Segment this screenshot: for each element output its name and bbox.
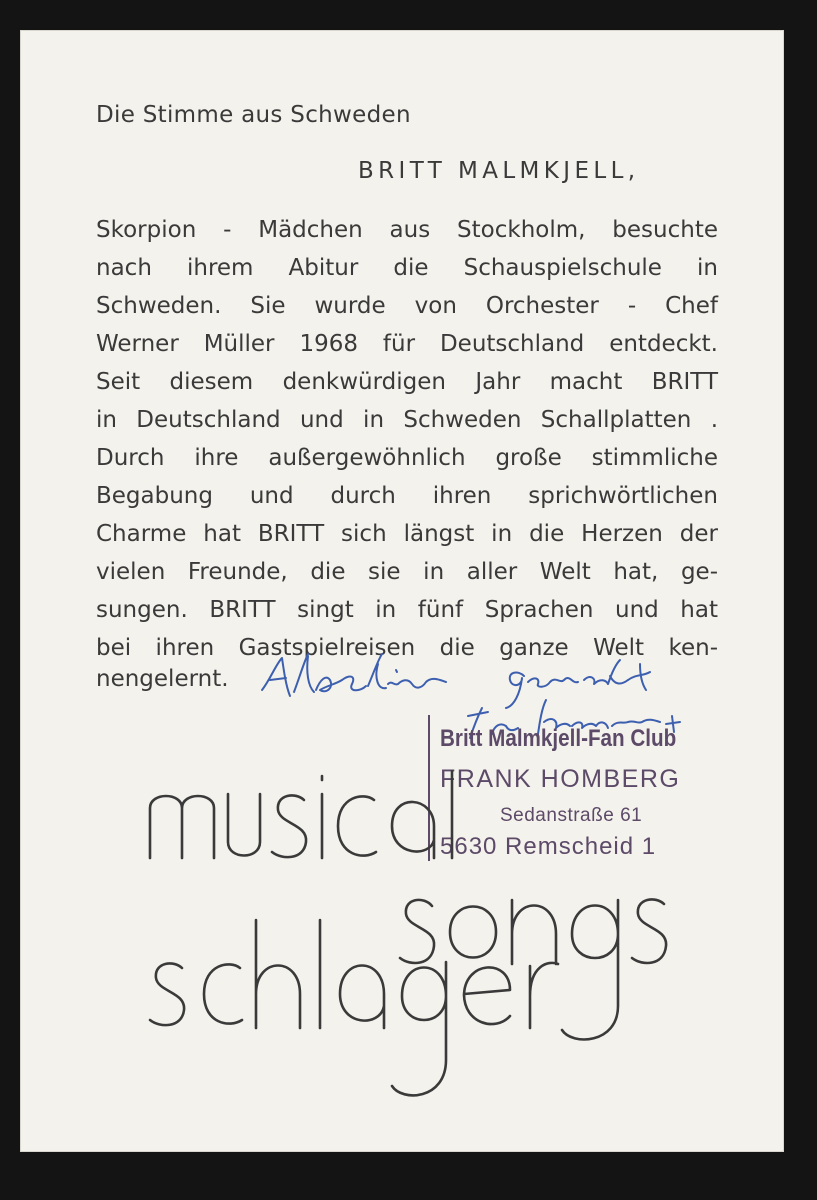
artist-name: BRITT MALMKJELL, (358, 158, 640, 184)
stamp-city: 5630 Remscheid 1 (440, 833, 657, 860)
biography-line: nengelernt. (96, 666, 229, 692)
stamp-contact-name: FRANK HOMBERG (440, 765, 681, 793)
biography-line: Schweden. Sie wurde von Orchester - Chef (96, 293, 718, 319)
biography-line: sungen. BRITT singt in fünf Sprachen und hat (96, 597, 718, 623)
biography-line: Durch ihre außergewöhnlich große stimmliche (96, 445, 718, 471)
postcard-back (20, 30, 784, 1152)
biography-line: vielen Freunde, die sie in aller Welt hat, ge- (96, 559, 718, 585)
biography-line: Werner Müller 1968 für Deutschland entdeckt. (96, 331, 718, 357)
biography-line: Charme hat BRITT sich längst in die Herzen der (96, 521, 718, 547)
biography-line: in Deutschland und in Schweden Schallplatten . (96, 407, 718, 433)
stamp-street: Sedanstraße 61 (500, 805, 643, 826)
biography-line: Seit diesem denkwürdigen Jahr macht BRITT (96, 369, 718, 395)
biography-line: nach ihrem Abitur die Schauspielschule in (96, 255, 718, 281)
biography-line: bei ihren Gastspielreisen die ganze Welt ken- (96, 635, 718, 661)
intro-text: Die Stimme aus Schweden (96, 102, 411, 128)
stamp-club-name: Britt Malmkjell-Fan Club (440, 725, 677, 752)
biography-line: Begabung und durch ihren sprichwörtlichen (96, 483, 718, 509)
biography-line: Skorpion - Mädchen aus Stockholm, besuchte (96, 217, 718, 243)
musical-songs-schlager-logo (148, 770, 708, 1130)
